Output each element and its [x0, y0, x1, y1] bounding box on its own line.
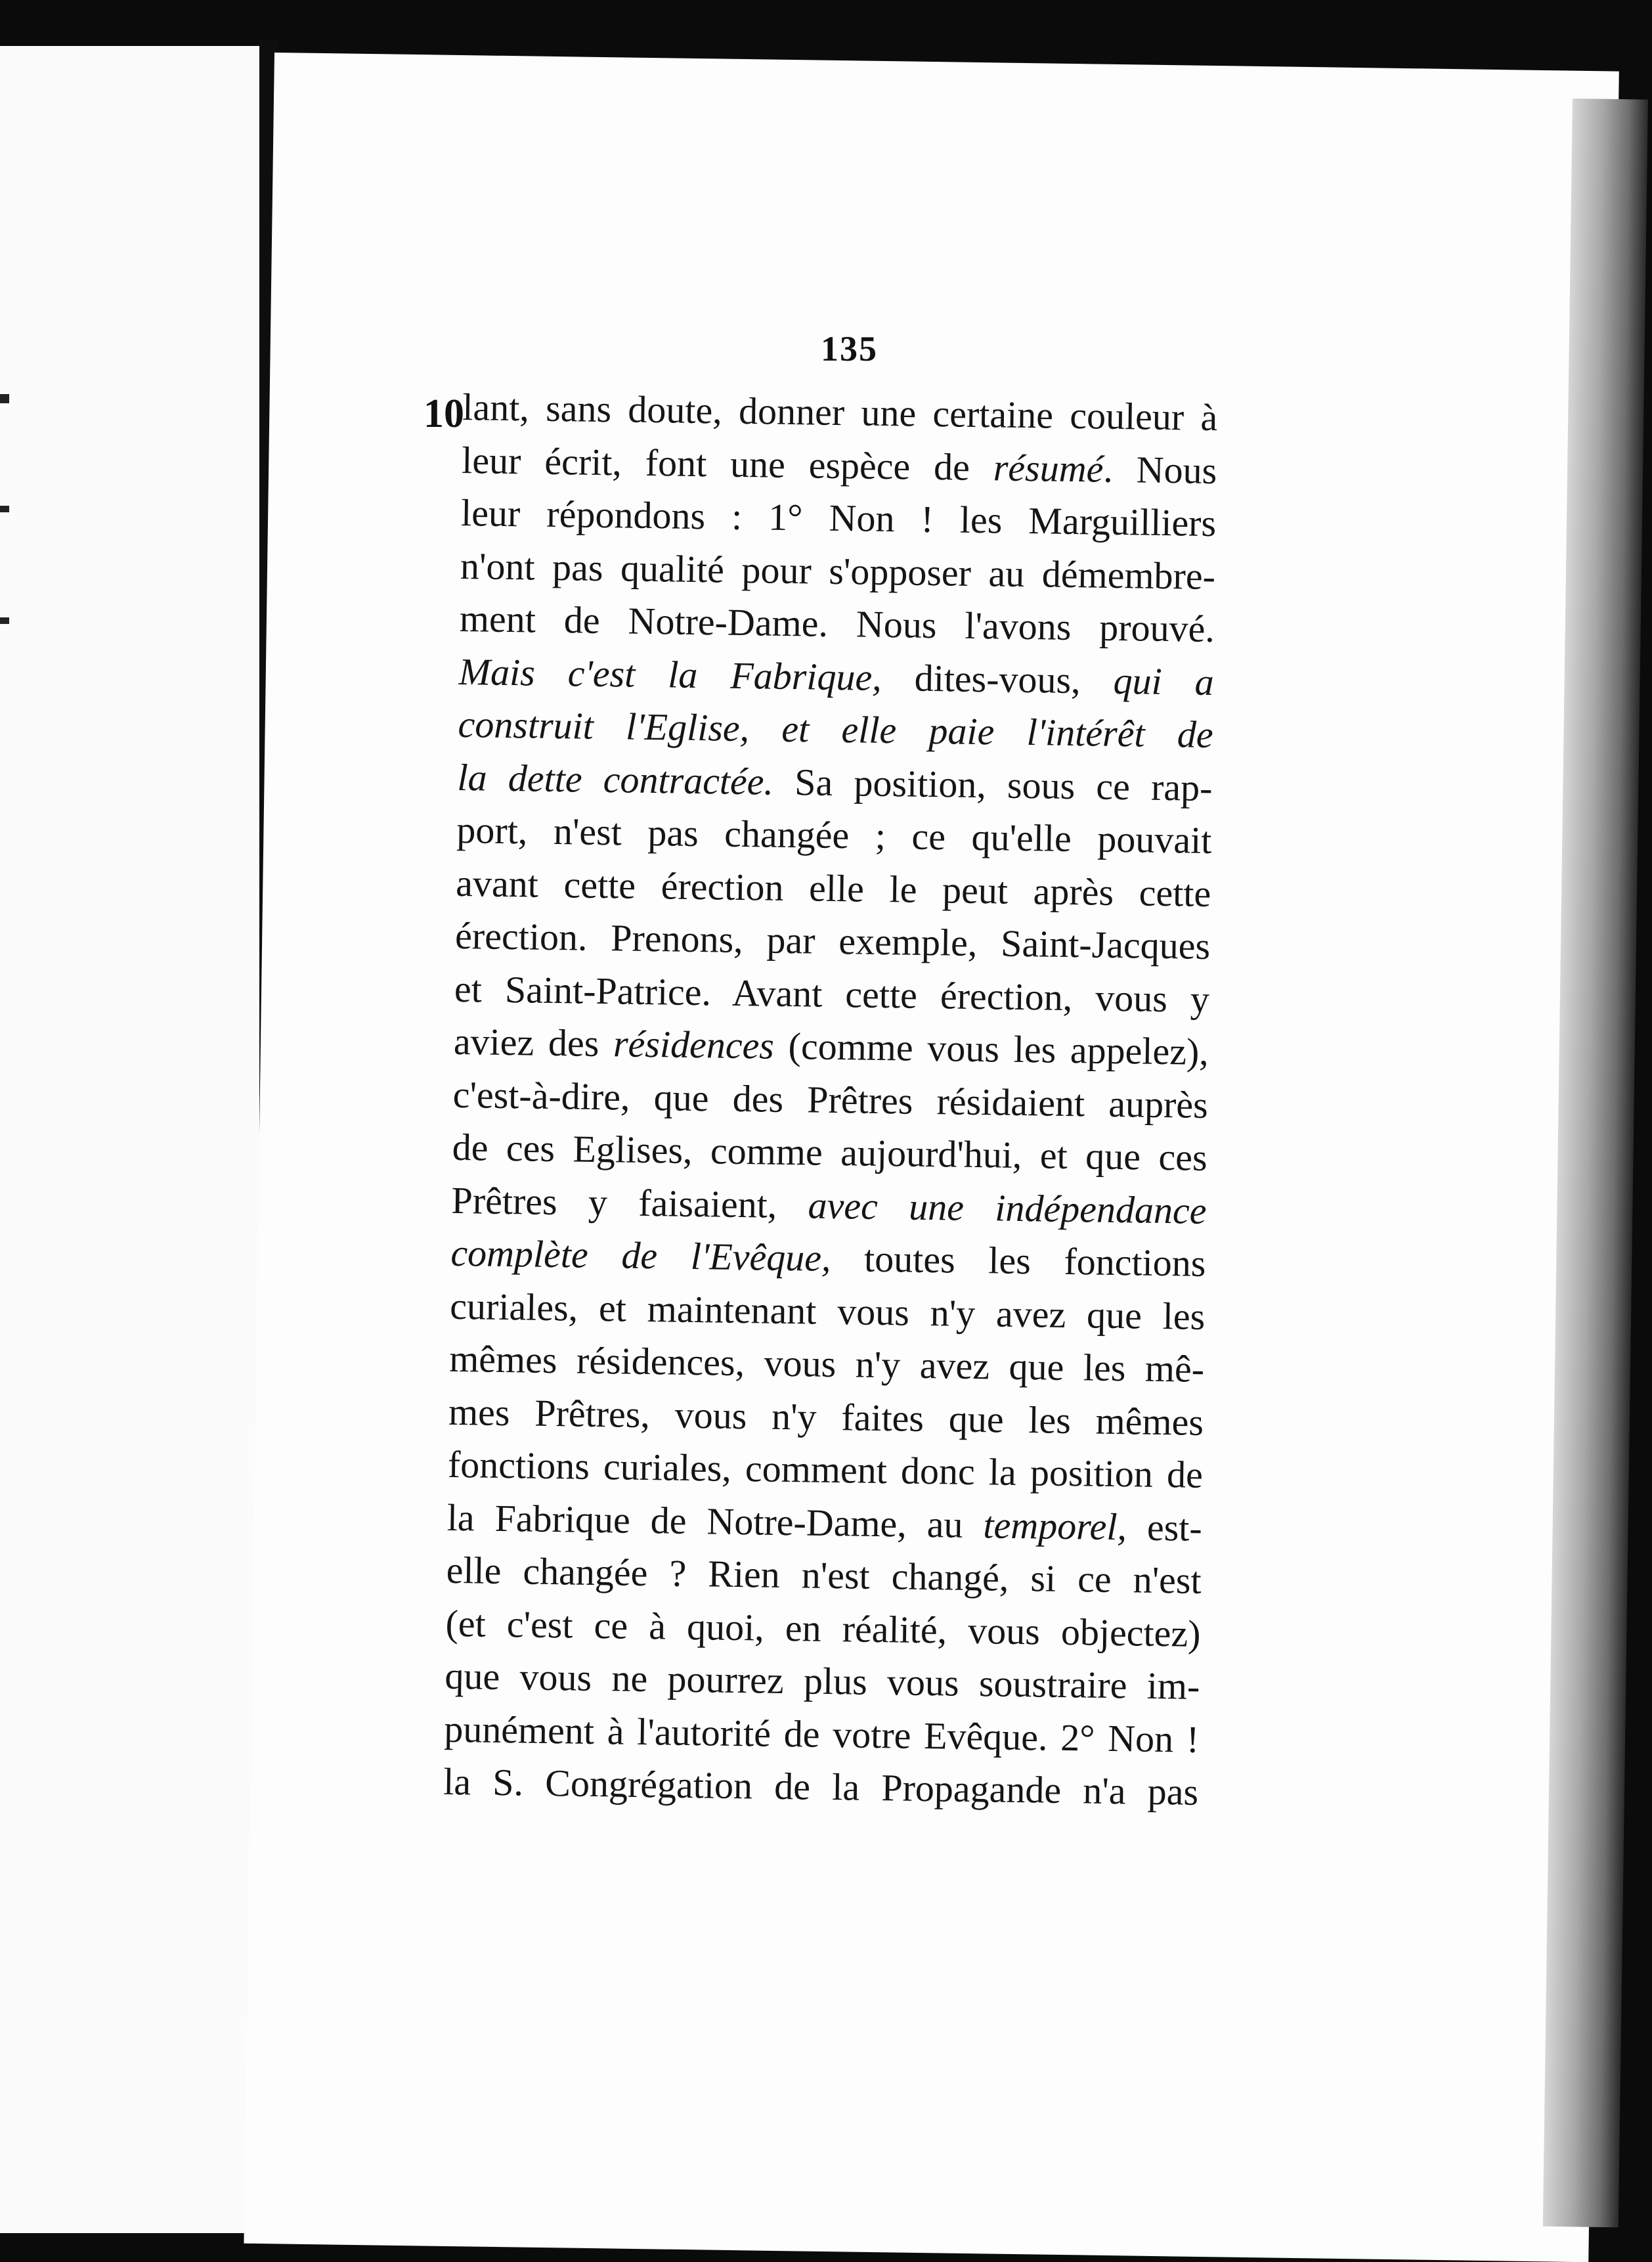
- text-segment: est-: [1126, 1505, 1203, 1549]
- text-segment: mêmes résidences, vous n'y avez que les mê-: [448, 1337, 1205, 1390]
- italic-text: qui a: [1113, 659, 1215, 703]
- text-segment: la Fabrique de Notre-Dame, au: [446, 1496, 984, 1546]
- text-line: [452, 1121, 1207, 1185]
- text-segment: toutes les fonctions: [831, 1236, 1206, 1285]
- text-segment: . Nous: [1102, 447, 1217, 492]
- text-segment: port, n'est pas changée ; ce qu'elle pouvait: [456, 808, 1212, 862]
- italic-text: complète de l'Evêque,: [450, 1231, 831, 1279]
- text-segment: lant, sans doute, donner une certaine couleur à: [462, 385, 1218, 439]
- facing-page: [0, 46, 259, 2233]
- text-segment: avant cette érection elle le peut après cette: [455, 861, 1211, 915]
- text-segment: aviez des: [453, 1019, 614, 1065]
- text-segment: ment de Notre-Dame. Nous l'avons prouvé.: [459, 596, 1215, 651]
- text-line: [461, 487, 1217, 550]
- italic-text: temporel,: [983, 1503, 1127, 1548]
- text-segment: dites-vous,: [881, 655, 1114, 702]
- text-line: [455, 910, 1211, 973]
- italic-text: résumé: [993, 445, 1104, 491]
- text-segment: Prêtres y faisaient,: [451, 1178, 809, 1226]
- text-line: [450, 1227, 1206, 1291]
- edge-mark: [0, 394, 9, 403]
- text-line: [458, 698, 1213, 762]
- text-segment: curiales, et maintenant vous n'y avez que les: [449, 1284, 1206, 1338]
- text-segment: et Saint-Patrice. Avant cette érection, vous y: [454, 967, 1210, 1021]
- edge-mark: [0, 506, 9, 512]
- page-number: 135: [821, 329, 878, 368]
- text-segment: la S. Congrégation de la Propagande n'a pas: [443, 1760, 1199, 1813]
- italic-text: Mais c'est la Fabrique,: [458, 650, 882, 699]
- text-segment: érection. Prenons, par exemple, Saint-Jacques: [454, 914, 1211, 967]
- margin-note-number: 10: [424, 391, 464, 436]
- text-segment: (et c'est ce à quoi, en réalité, vous objectez): [445, 1601, 1201, 1655]
- text-segment: n'ont pas qualité pour s'opposer au démembre-: [460, 544, 1216, 598]
- text-segment: leur répondons : 1° Non ! les Marguilliers: [460, 491, 1217, 545]
- body-text: [443, 381, 1218, 1819]
- text-line: [462, 381, 1218, 445]
- text-segment: fonctions curiales, comment donc la position de: [447, 1442, 1204, 1496]
- text-line: [443, 1756, 1199, 1819]
- italic-text: résidences: [613, 1022, 775, 1067]
- text-line: [445, 1650, 1200, 1714]
- italic-text: construit l'Eglise, et elle paie l'intérêt de: [458, 702, 1214, 757]
- text-segment: de ces Eglises, comme aujourd'hui, et que ces: [452, 1125, 1208, 1179]
- text-segment: (comme vous les appelez),: [773, 1024, 1209, 1073]
- text-segment: elle changée ? Rien n'est changé, si ce n'est: [446, 1548, 1202, 1602]
- text-line: [447, 1438, 1203, 1502]
- text-line: [446, 1544, 1202, 1608]
- text-segment: que vous ne pourrez plus vous soustraire im-: [445, 1654, 1200, 1708]
- edge-mark: [0, 617, 9, 624]
- text-line: [449, 1333, 1205, 1396]
- text-segment: leur écrit, font une espèce de: [461, 438, 994, 489]
- text-segment: mes Prêtres, vous n'y faites que les mêmes: [448, 1390, 1204, 1444]
- text-segment: punément à l'autorité de votre Evêque. 2° Non !: [443, 1707, 1200, 1761]
- text-line: [459, 592, 1215, 656]
- italic-text: avec une indépendance: [808, 1183, 1207, 1232]
- italic-text: la dette contractée.: [457, 755, 774, 803]
- text-segment: Sa position, sous ce rap-: [773, 760, 1213, 809]
- text-segment: c'est-à-dire, que des Prêtres résidaient auprès: [452, 1073, 1209, 1126]
- text-line: [456, 804, 1212, 868]
- text-line: [453, 1015, 1209, 1079]
